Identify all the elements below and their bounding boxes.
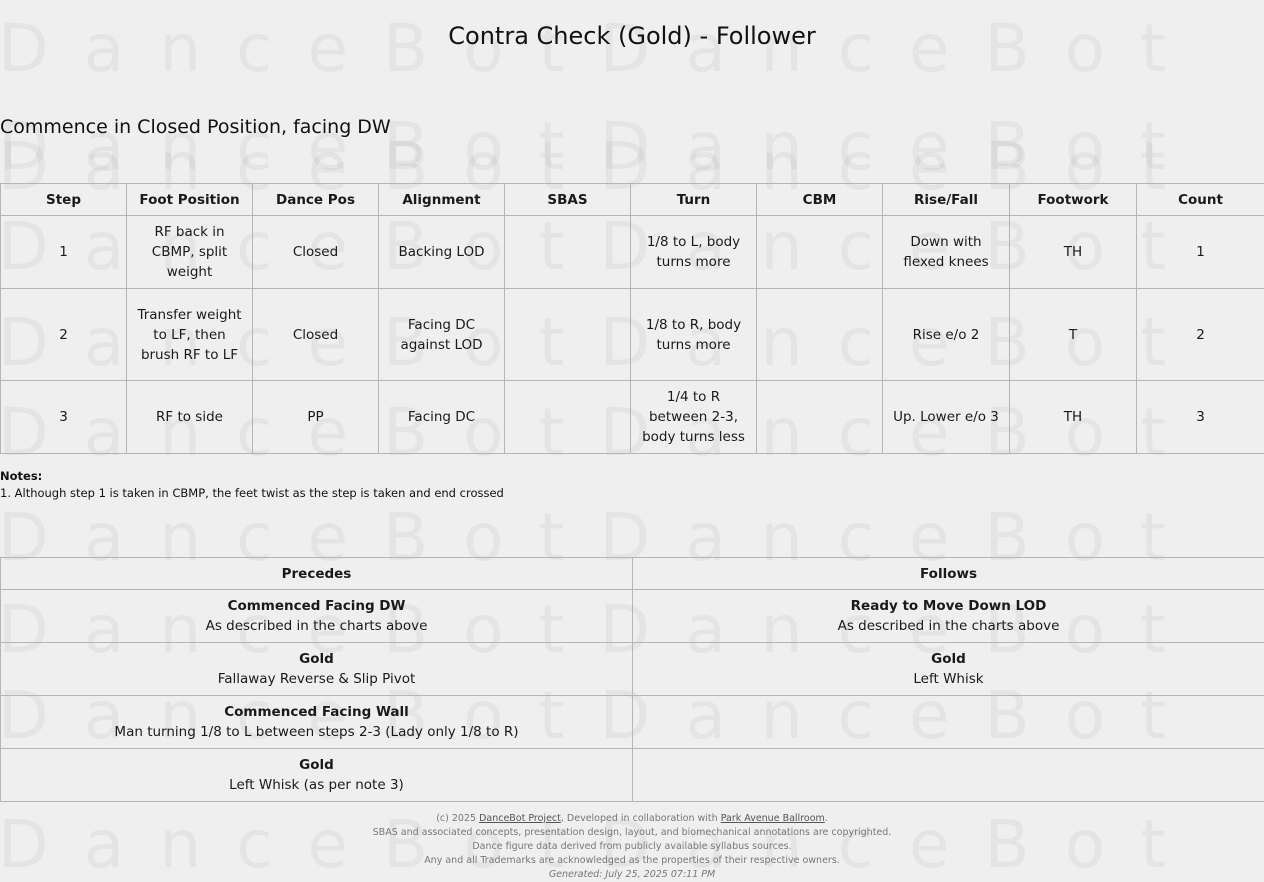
footer-collab-text: , Developed in collaboration with	[560, 813, 721, 824]
follows-cell	[633, 696, 1264, 749]
cell-turn: 1/8 to R, body turns more	[631, 289, 757, 381]
precedes-desc: Man turning 1/8 to L between steps 2-3 (Lady only 1/8 to R)	[114, 724, 519, 740]
steps-table	[0, 183, 1264, 454]
commence-heading: Commence in Closed Position, facing DW	[0, 116, 391, 138]
header-dance-pos: Dance Pos	[253, 184, 379, 216]
cell-footwork: TH	[1010, 216, 1137, 289]
table-row	[1, 590, 1264, 643]
follows-title: Ready to Move Down LOD	[850, 598, 1047, 614]
note-item: 1. Although step 1 is taken in CBMP, the feet twist as the step is taken and end crossed	[0, 486, 504, 500]
table-row	[1, 643, 1264, 696]
precedes-cell	[1, 749, 633, 802]
footer	[0, 812, 1264, 882]
precedes-title: Gold	[299, 651, 334, 667]
cell-foot-position: RF back in CBMP, split weight	[127, 216, 253, 289]
precedes-cell	[1, 643, 633, 696]
follows-desc: As described in the charts above	[837, 618, 1060, 634]
footer-generated: Generated: July 25, 2025 07:11 PM	[548, 869, 716, 880]
cell-sbas	[505, 216, 631, 289]
follows-cell	[633, 643, 1264, 696]
table-row	[1, 381, 1264, 454]
cell-dance-pos: Closed	[253, 289, 379, 381]
cell-step: 3	[1, 381, 127, 454]
cell-cbm	[757, 381, 883, 454]
cell-count: 3	[1137, 381, 1264, 454]
cell-dance-pos: Closed	[253, 216, 379, 289]
cell-step: 1	[1, 216, 127, 289]
table-row	[1, 289, 1264, 381]
cell-alignment: Facing DC against LOD	[379, 289, 505, 381]
follows-cell	[633, 590, 1264, 643]
cell-foot-position: Transfer weight to LF, then brush RF to LF	[127, 289, 253, 381]
cell-rise-fall: Down with flexed knees	[883, 216, 1010, 289]
precedes-desc: As described in the charts above	[205, 618, 428, 634]
precedes-desc: Fallaway Reverse & Slip Pivot	[217, 671, 416, 687]
header-rise-fall: Rise/Fall	[883, 184, 1010, 216]
cell-alignment: Backing LOD	[379, 216, 505, 289]
cell-step: 2	[1, 289, 127, 381]
cell-alignment: Facing DC	[379, 381, 505, 454]
header-alignment: Alignment	[379, 184, 505, 216]
cell-count: 1	[1137, 216, 1264, 289]
follows-desc: Left Whisk	[913, 671, 984, 687]
relations-header-row	[1, 558, 1264, 590]
precedes-title: Commenced Facing DW	[227, 598, 406, 614]
header-precedes: Precedes	[1, 558, 633, 590]
header-foot-position: Foot Position	[127, 184, 253, 216]
footer-data-source: Dance figure data derived from publicly available syllabus sources.	[472, 841, 792, 852]
header-turn: Turn	[631, 184, 757, 216]
cell-cbm	[757, 216, 883, 289]
cell-cbm	[757, 289, 883, 381]
page-title: Contra Check (Gold) - Follower	[448, 22, 816, 50]
table-row	[1, 696, 1264, 749]
header-sbas: SBAS	[505, 184, 631, 216]
precedes-title: Commenced Facing Wall	[224, 704, 409, 720]
cell-sbas	[505, 381, 631, 454]
precedes-cell	[1, 696, 633, 749]
steps-header-row	[1, 184, 1264, 216]
cell-sbas	[505, 289, 631, 381]
footer-copyright-line	[0, 812, 1264, 826]
park-avenue-ballroom-link[interactable]: Park Avenue Ballroom	[720, 813, 825, 824]
cell-rise-fall: Up. Lower e/o 3	[883, 381, 1010, 454]
cell-dance-pos: PP	[253, 381, 379, 454]
precedes-title: Gold	[299, 757, 334, 773]
notes-label: Notes:	[0, 469, 43, 483]
precedes-desc: Left Whisk (as per note 3)	[229, 777, 404, 793]
header-count: Count	[1137, 184, 1264, 216]
footer-copyright-prefix: (c) 2025	[436, 813, 480, 824]
footer-trademark-notice: Any and all Trademarks are acknowledged as the properties of their respective owners.	[424, 855, 840, 866]
cell-turn: 1/8 to L, body turns more	[631, 216, 757, 289]
precedes-cell	[1, 590, 633, 643]
dancebot-project-link[interactable]: DanceBot Project	[479, 813, 561, 824]
table-row	[1, 216, 1264, 289]
relations-table	[0, 557, 1264, 802]
cell-turn: 1/4 to R between 2-3, body turns less	[631, 381, 757, 454]
footer-period: .	[824, 813, 828, 824]
cell-foot-position: RF to side	[127, 381, 253, 454]
follows-cell	[633, 749, 1264, 802]
cell-footwork: T	[1010, 289, 1137, 381]
header-cbm: CBM	[757, 184, 883, 216]
header-footwork: Footwork	[1010, 184, 1137, 216]
notes-section	[0, 468, 504, 502]
cell-count: 2	[1137, 289, 1264, 381]
follows-title: Gold	[931, 651, 966, 667]
footer-copyright-notice: SBAS and associated concepts, presentation design, layout, and biomechanical annotations are copyrighted.	[372, 827, 892, 838]
header-step: Step	[1, 184, 127, 216]
table-row	[1, 749, 1264, 802]
header-follows: Follows	[633, 558, 1264, 590]
cell-footwork: TH	[1010, 381, 1137, 454]
cell-rise-fall: Rise e/o 2	[883, 289, 1010, 381]
